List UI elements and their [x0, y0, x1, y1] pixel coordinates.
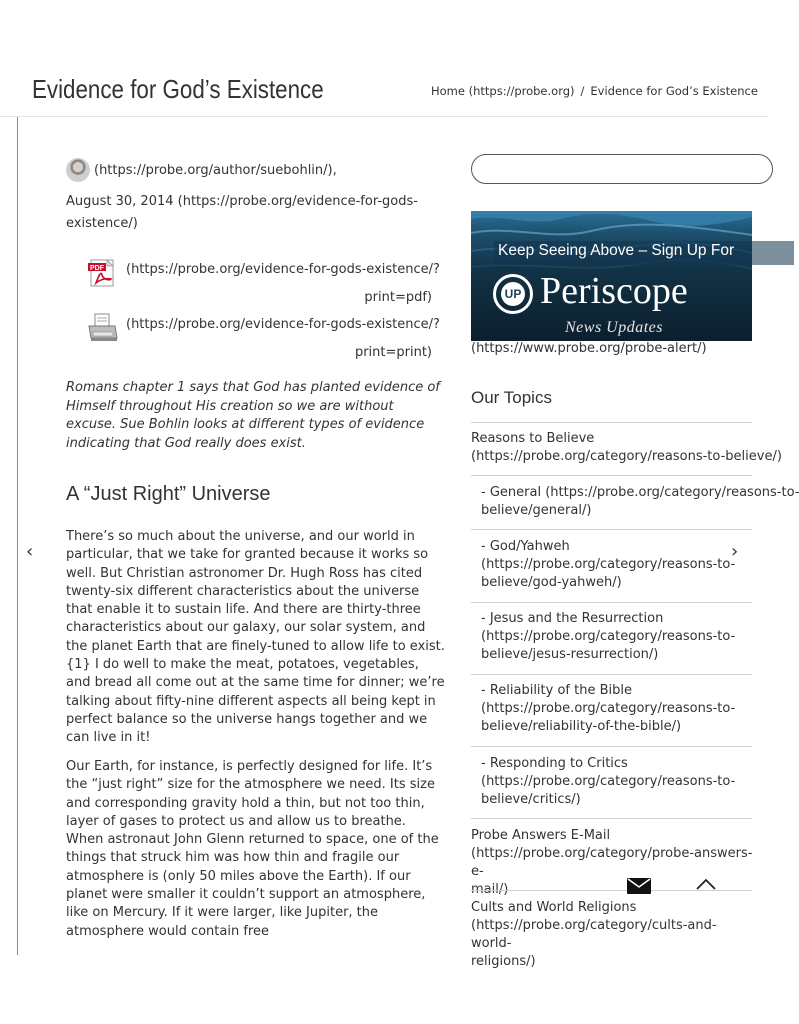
- topic-reliability-of-bible[interactable]: [481, 682, 766, 736]
- search-input[interactable]: [471, 154, 773, 184]
- topic-url-cont: believe/jesus-resurrection/): [481, 647, 659, 662]
- topic-label: - Responding to Critics: [481, 756, 628, 771]
- topic-responding-to-critics[interactable]: [481, 755, 766, 809]
- printer-icon[interactable]: [87, 312, 119, 344]
- topic-label: Probe Answers E-Mail: [471, 828, 611, 843]
- next-arrow-icon[interactable]: ›: [731, 541, 739, 562]
- topic-url: (https://probe.org/category/probe-answers-e-: [471, 846, 753, 879]
- topic-url: (https://probe.org/category/reasons-to-: [481, 557, 736, 572]
- topic-url-cont: believe/critics/): [481, 792, 581, 807]
- previous-arrow-icon[interactable]: ‹: [26, 541, 34, 562]
- print-link-line1[interactable]: (https://probe.org/evidence-for-gods-existence/?: [126, 317, 440, 332]
- topic-divider: [471, 602, 752, 603]
- topic-url-cont: believe/god-yahweh/): [481, 575, 622, 590]
- banner-tagline: News Updates: [565, 319, 663, 336]
- periscope-banner[interactable]: [471, 211, 752, 341]
- topic-url: (https://probe.org/category/reasons-to-: [481, 774, 736, 789]
- section-heading: A “Just Right” Universe: [66, 483, 271, 505]
- topic-label: Reasons to Believe: [471, 431, 595, 446]
- date-link[interactable]: [66, 191, 418, 235]
- topic-url-cont: believe/reliability-of-the-bible/): [481, 719, 682, 734]
- topics-title: Our Topics: [471, 388, 552, 407]
- topic-url: believe/general/): [481, 503, 592, 518]
- banner-headline: Keep Seeing Above – Sign Up For: [498, 242, 735, 259]
- topic-cults-world-religions[interactable]: [471, 899, 756, 971]
- author-link[interactable]: (https://probe.org/author/suebohlin/),: [94, 163, 337, 178]
- topic-divider: [471, 529, 752, 530]
- topic-divider: [471, 422, 752, 423]
- topic-divider: [471, 746, 752, 747]
- topic-url: (https://probe.org/category/reasons-to-: [481, 701, 736, 716]
- topic-divider: [471, 674, 752, 675]
- up-logo-text: UP: [501, 282, 525, 306]
- topic-label: - Jesus and the Resurrection: [481, 611, 664, 626]
- article-paragraph-1: There’s so much about the universe, and our world in particular, that we take for granted because it works so well. But Christian astronomer Dr. Hugh Ross has cited twenty-six different characteristics about the universe that enable it to sustain life. And there are thirty-three characteristics about our galaxy, our solar system, and the planet Earth that are finely-tuned to allow life to exist.{1} I do well to make the meat, potatoes, vegetables, and bread all come out at the same time for dinner; we’re talking about fifty-nine different aspects all being kept in perfect balance so the universe hangs together and we can live in it!: [66, 529, 445, 746]
- header-divider: [0, 116, 768, 117]
- page-title: Evidence for God’s Existence: [32, 74, 324, 104]
- topic-label: - Reliability of the Bible: [481, 683, 632, 698]
- svg-text:PDF: PDF: [90, 265, 104, 272]
- topic-url: (https://probe.org/category/reasons-to-: [481, 629, 736, 644]
- topic-divider: [471, 475, 752, 476]
- topic-url-cont: mail/): [471, 882, 509, 897]
- topic-god-yahweh[interactable]: [481, 538, 766, 592]
- breadcrumb: [431, 84, 758, 98]
- content-left-border: [17, 117, 18, 955]
- article-intro: Romans chapter 1 says that God has planted evidence of Himself throughout His creation so we are without excuse. Sue Bohlin looks at different types of evidence indicating that God really does exist.: [66, 380, 440, 451]
- topic-url: (https://probe.org/category/cults-and-world-: [471, 918, 717, 951]
- topic-divider: [471, 818, 752, 819]
- topic-label: - General (https://probe.org/category/reasons-to-: [481, 485, 799, 500]
- banner-link[interactable]: (https://www.probe.org/probe-alert/): [471, 341, 707, 356]
- email-icon[interactable]: [627, 878, 651, 894]
- topic-url-cont: religions/): [471, 954, 536, 969]
- breadcrumb-home-link[interactable]: Home (https://probe.org): [431, 84, 575, 98]
- pdf-link-line2[interactable]: print=pdf): [364, 290, 432, 305]
- topic-general[interactable]: [481, 484, 799, 520]
- pdf-icon[interactable]: [87, 259, 119, 287]
- up-logo-icon: [493, 274, 533, 314]
- article-paragraph-2: Our Earth, for instance, is perfectly designed for life. It’s the “just right” size for the atmosphere we need. Its size and corresponding gravity hold a thin, but not too thin, layer of gases to protect us and allow us to breathe. When astronaut John Glenn returned to space, one of the things that struck him was how thin and fragile our atmosphere is (only 50 miles above the Earth). If our planet were smaller it couldn’t support an atmosphere, like on Mercury. If it were larger, like Jupiter, the atmosphere would contain free: [66, 759, 439, 939]
- date-link-line2: existence/): [66, 216, 138, 231]
- print-link-line2[interactable]: print=print): [354, 345, 432, 360]
- topic-url: (https://probe.org/category/reasons-to-believe/): [471, 449, 782, 464]
- topic-jesus-resurrection[interactable]: [481, 610, 766, 664]
- breadcrumb-current: Evidence for God’s Existence: [590, 84, 758, 98]
- topic-reasons-to-believe[interactable]: [471, 430, 782, 466]
- topic-label: Cults and World Religions: [471, 900, 637, 915]
- scroll-to-top-icon[interactable]: [695, 877, 717, 891]
- date-link-line1: August 30, 2014 (https://probe.org/evidence-for-gods-: [66, 194, 418, 209]
- pdf-link-line1[interactable]: (https://probe.org/evidence-for-gods-existence/?: [126, 262, 440, 277]
- breadcrumb-separator: /: [580, 84, 585, 98]
- banner-brand: Periscope: [540, 270, 688, 312]
- author-avatar[interactable]: [66, 158, 90, 182]
- topic-label: - God/Yahweh: [481, 539, 570, 554]
